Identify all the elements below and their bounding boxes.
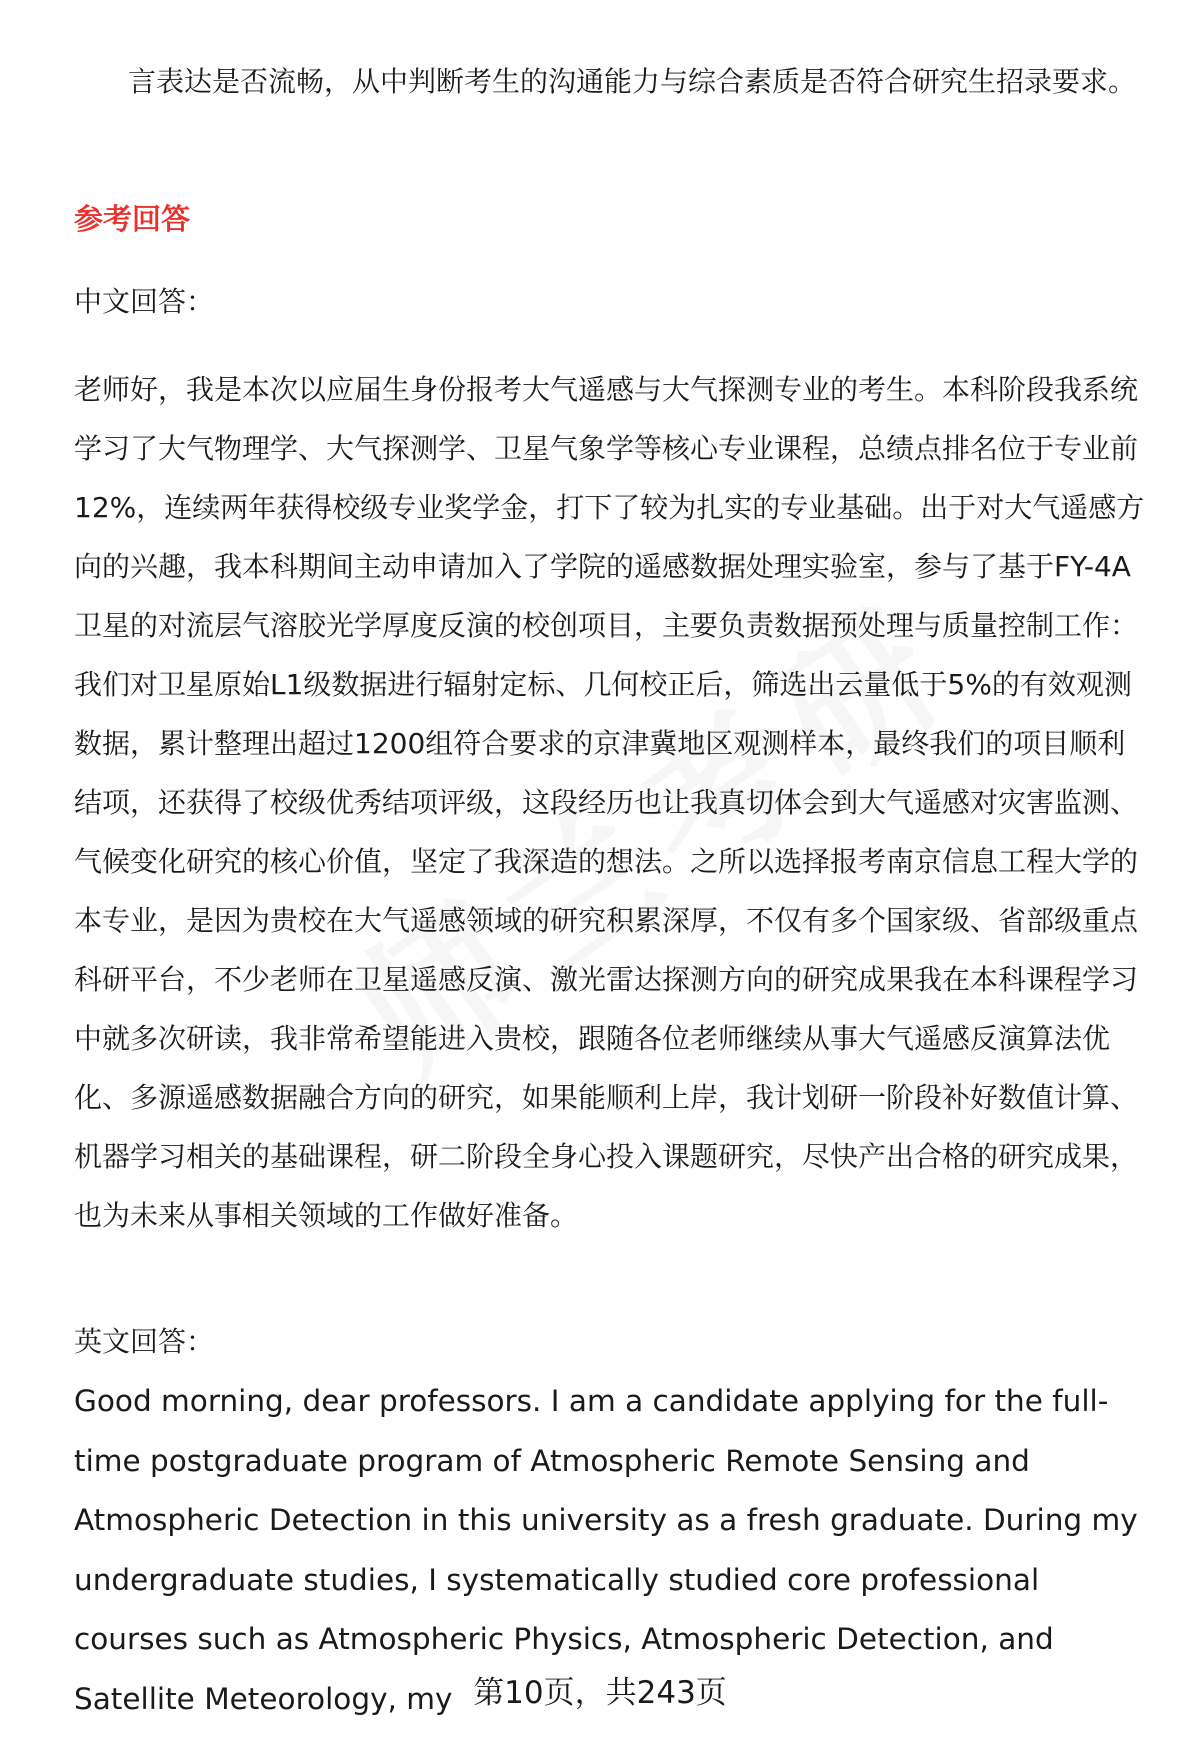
reference-answer-heading: 参考回答	[74, 202, 191, 236]
page-number-footer: 第10页，共243页	[473, 1675, 727, 1711]
english-answer-label: 英文回答：	[74, 1325, 215, 1358]
chinese-answer-label: 中文回答：	[74, 285, 215, 318]
continuation-paragraph: 言表达是否流畅，从中判断考生的沟通能力与综合素质是否符合研究生招录要求。	[128, 65, 1137, 98]
english-answer-paragraph: Good morning, dear professors. I am a candidate applying for the full-time postgraduate program of Atmospheric Remote Sensing and Atmospheric Detection in this university as a fresh graduate. During my undergraduate studies, I systematically studied core professional courses such as Atmospheric Physics, Atmospheric Detection, and Satellite Meteorology, my	[74, 1384, 1138, 1716]
chinese-answer-paragraph: 老师好，我是本次以应届生身份报考大气遥感与大气探测专业的考生。本科阶段我系统学习了大气物理学、大气探测学、卫星气象学等核心专业课程，总绩点排名位于专业前12%，连续两年获得校级专业奖学金，打下了较为扎实的专业基础。出于对大气遥感方向的兴趣，我本科期间主动申请加入了学院的遥感数据处理实验室，参与了基于FY-4A卫星的对流层气溶胶光学厚度反演的校创项目，主要负责数据预处理与质量控制工作：我们对卫星原始L1级数据进行辐射定标、几何校正后，筛选出云量低于5%的有效观测数据，累计整理出超过1200组符合要求的京津冀地区观测样本，最终我们的项目顺利结项，还获得了校级优秀结项评级，这段经历也让我真切体会到大气遥感对灾害监测、气候变化研究的核心价值，坚定了我深造的想法。之所以选择报考南京信息工程大学的本专业，是因为贵校在大气遥感领域的研究积累深厚，不仅有多个国家级、省部级重点科研平台，不少老师在卫星遥感反演、激光雷达探测方向的研究成果我在本科课程学习中就多次研读，我非常希望能进入贵校，跟随各位老师继续从事大气遥感反演算法优化、多源遥感数据融合方向的研究，如果能顺利上岸，我计划研一阶段补好数值计算、机器学习相关的基础课程，研二阶段全身心投入课题研究，尽快产出合格的研究成果，也为未来从事相关领域的工作做好准备。	[74, 373, 1145, 1232]
